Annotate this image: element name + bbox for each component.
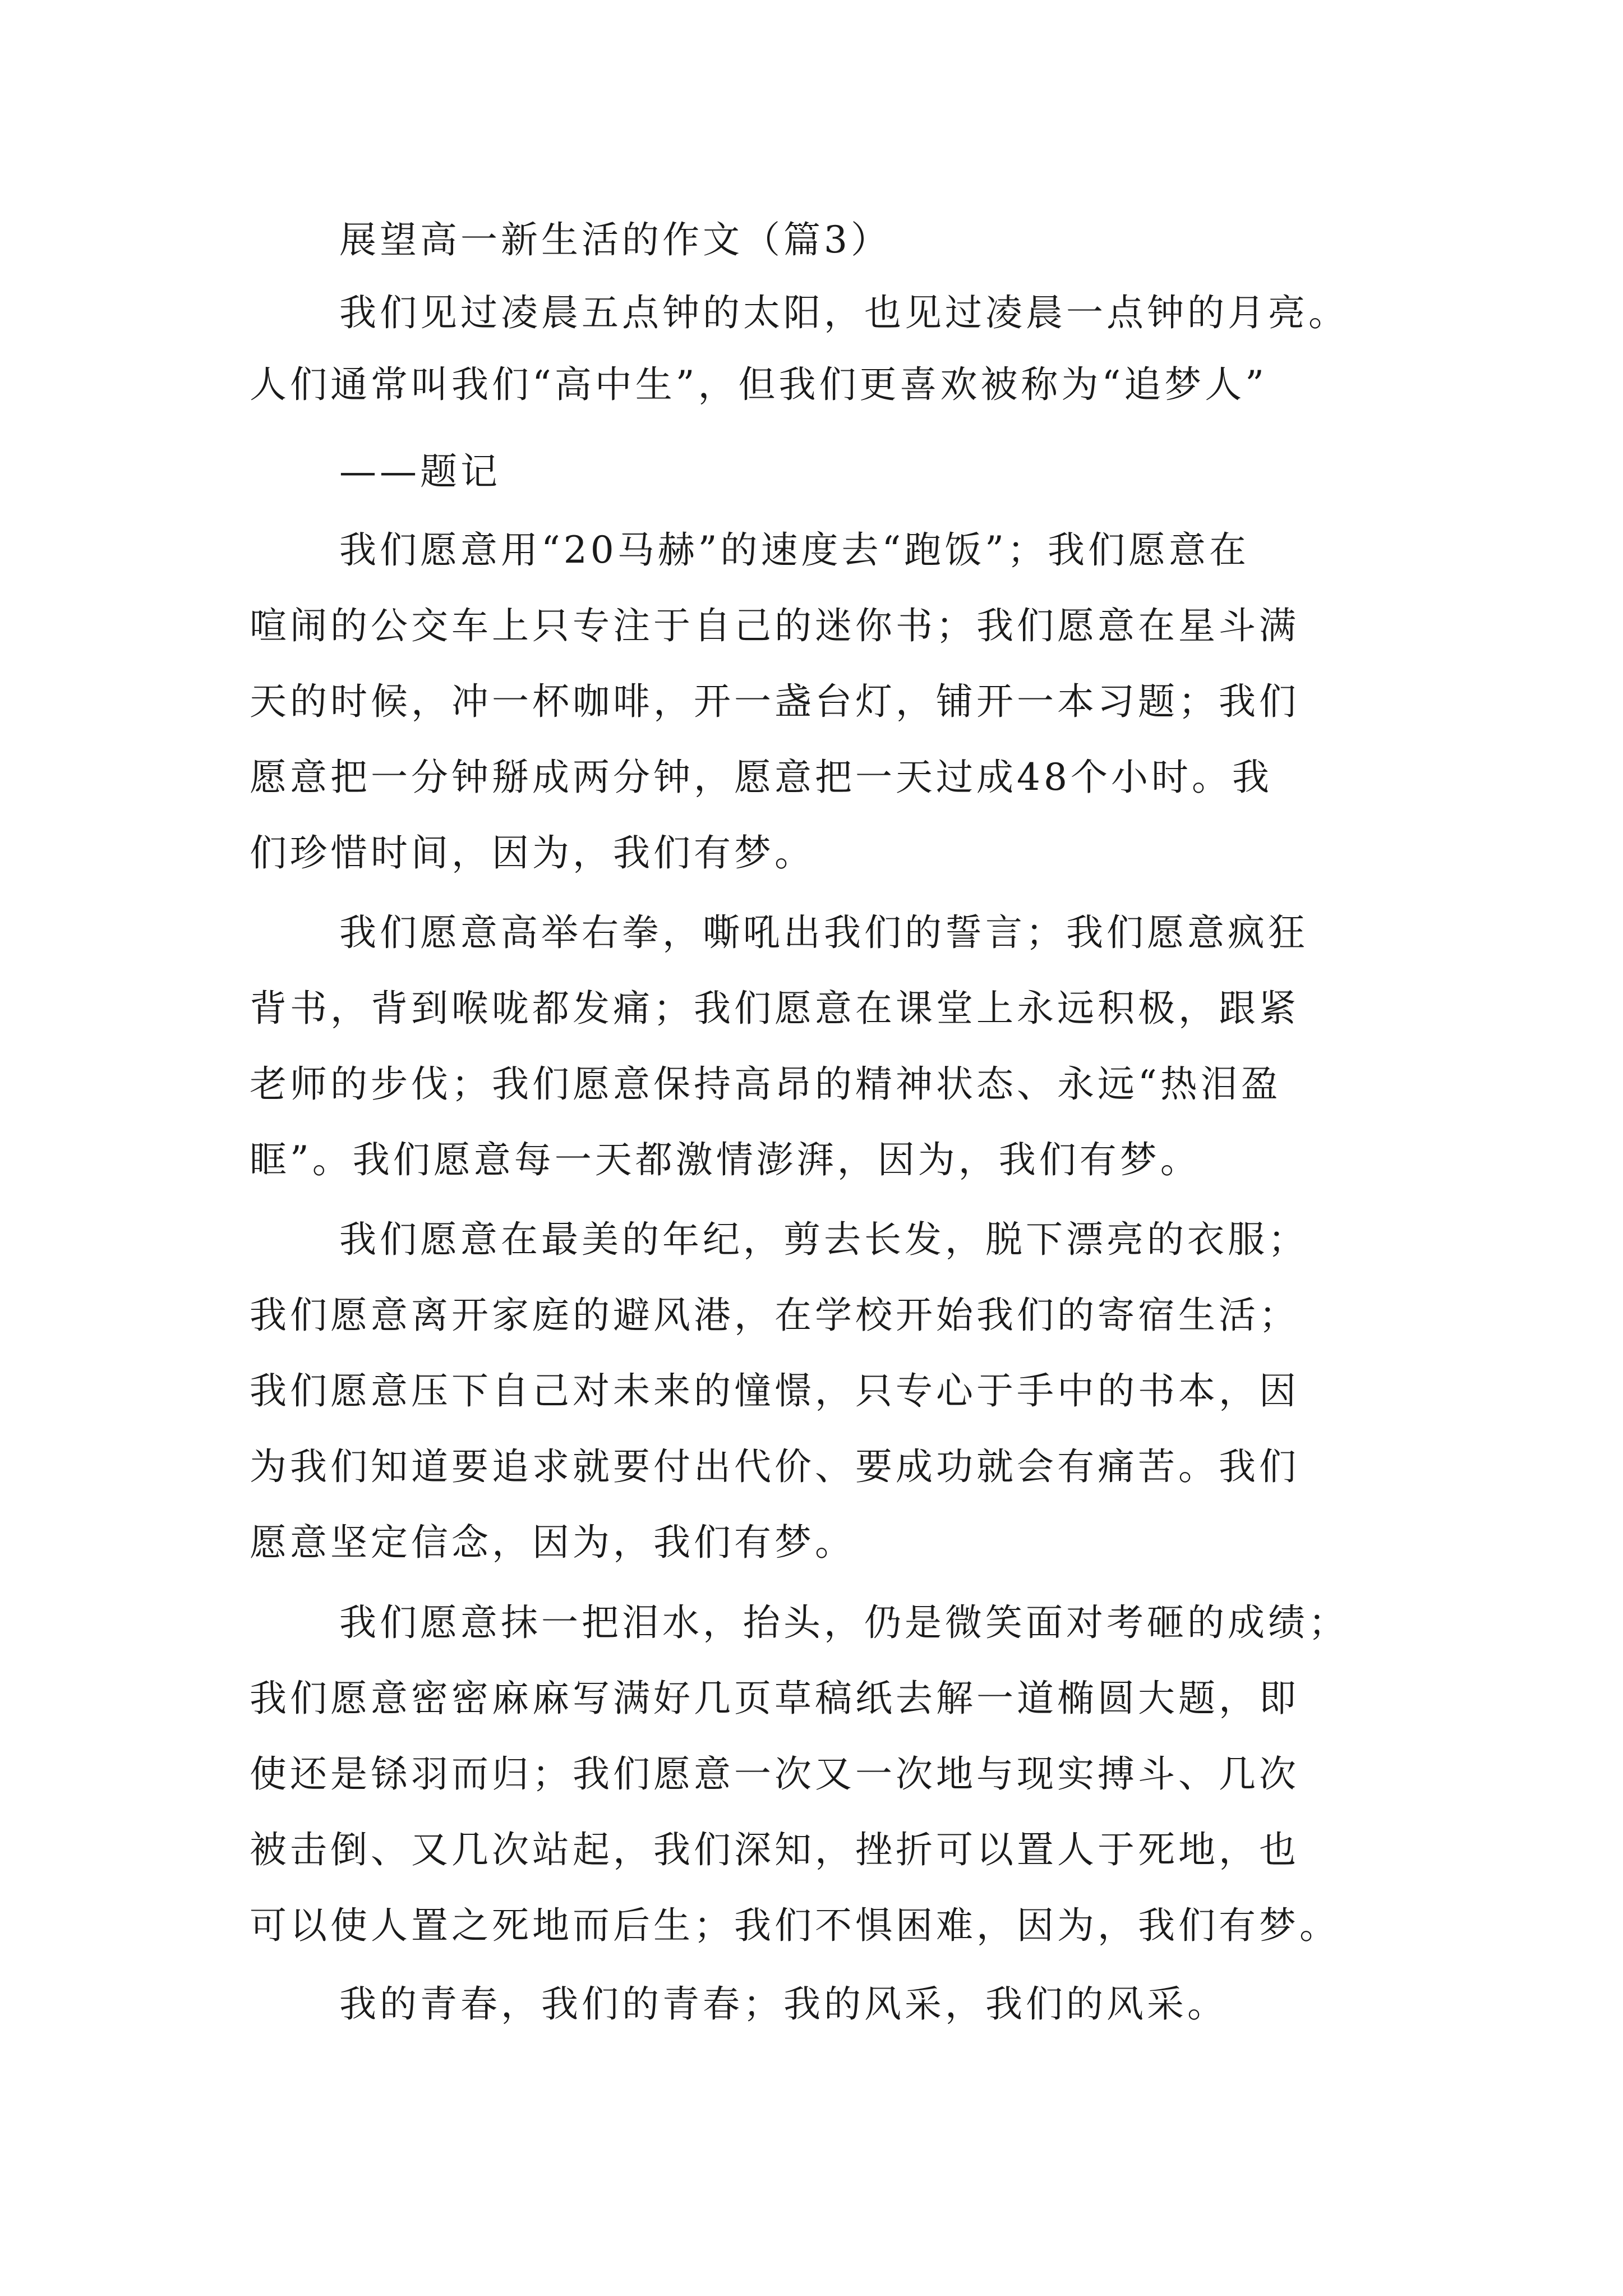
text-line: ——题记 (339, 450, 501, 493)
text-line: 背书，背到喉咙都发痛；我们愿意在课堂上永远积极，跟紧 (250, 987, 1299, 1030)
text-line: 们珍惜时间，因为，我们有梦。 (250, 831, 815, 875)
text-line: 天的时候，冲一杯咖啡，开一盏台灯，铺开一本习题；我们 (250, 680, 1299, 723)
text-line: 被击倒、又几次站起，我们深知，挫折可以置人于死地，也 (250, 1828, 1299, 1871)
text-line: 喧闹的公交车上只专注于自己的迷你书；我们愿意在星斗满 (250, 604, 1299, 647)
text-line: 可以使人置之死地而后生；我们不惧困难，因为，我们有梦。 (250, 1904, 1340, 1947)
text-line: 我们愿意抹一把泪水，抬头，仍是微笑面对考砸的成绩； (339, 1601, 1349, 1644)
text-line: 我们愿意离开家庭的避风港，在学校开始我们的寄宿生活； (250, 1294, 1299, 1337)
text-line: 我们愿意高举右拳，嘶吼出我们的誓言；我们愿意疯狂 (339, 911, 1308, 954)
document-title: 展望高一新生活的作文（篇3） (339, 218, 891, 261)
text-line: 我们愿意用“20马赫”的速度去“跑饭”；我们愿意在 (339, 528, 1249, 572)
text-line: 我们愿意压下自己对未来的憧憬，只专心于手中的书本，因 (250, 1369, 1299, 1412)
text-line: 愿意坚定信念，因为，我们有梦。 (250, 1521, 855, 1564)
text-line: 愿意把一分钟掰成两分钟，愿意把一天过成48个小时。我 (250, 756, 1272, 799)
text-line: 人们通常叫我们“高中生”，但我们更喜欢被称为“追梦人” (250, 363, 1267, 406)
text-line: 我们愿意密密麻麻写满好几页草稿纸去解一道椭圆大题，即 (250, 1677, 1299, 1720)
text-line: 我们愿意在最美的年纪，剪去长发，脱下漂亮的衣服； (339, 1218, 1308, 1261)
text-line: 使还是铩羽而归；我们愿意一次又一次地与现实搏斗、几次 (250, 1752, 1299, 1796)
text-line: 为我们知道要追求就要付出代价、要成功就会有痛苦。我们 (250, 1445, 1299, 1488)
text-line: 眶”。我们愿意每一天都激情澎湃，因为，我们有梦。 (250, 1138, 1201, 1181)
text-line: 我们见过凌晨五点钟的太阳，也见过凌晨一点钟的月亮。 (339, 291, 1349, 334)
text-line: 我的青春，我们的青春；我的风采，我们的风采。 (339, 1982, 1228, 2026)
text-line: 老师的步伐；我们愿意保持高昂的精神状态、永远“热泪盈 (250, 1062, 1281, 1106)
